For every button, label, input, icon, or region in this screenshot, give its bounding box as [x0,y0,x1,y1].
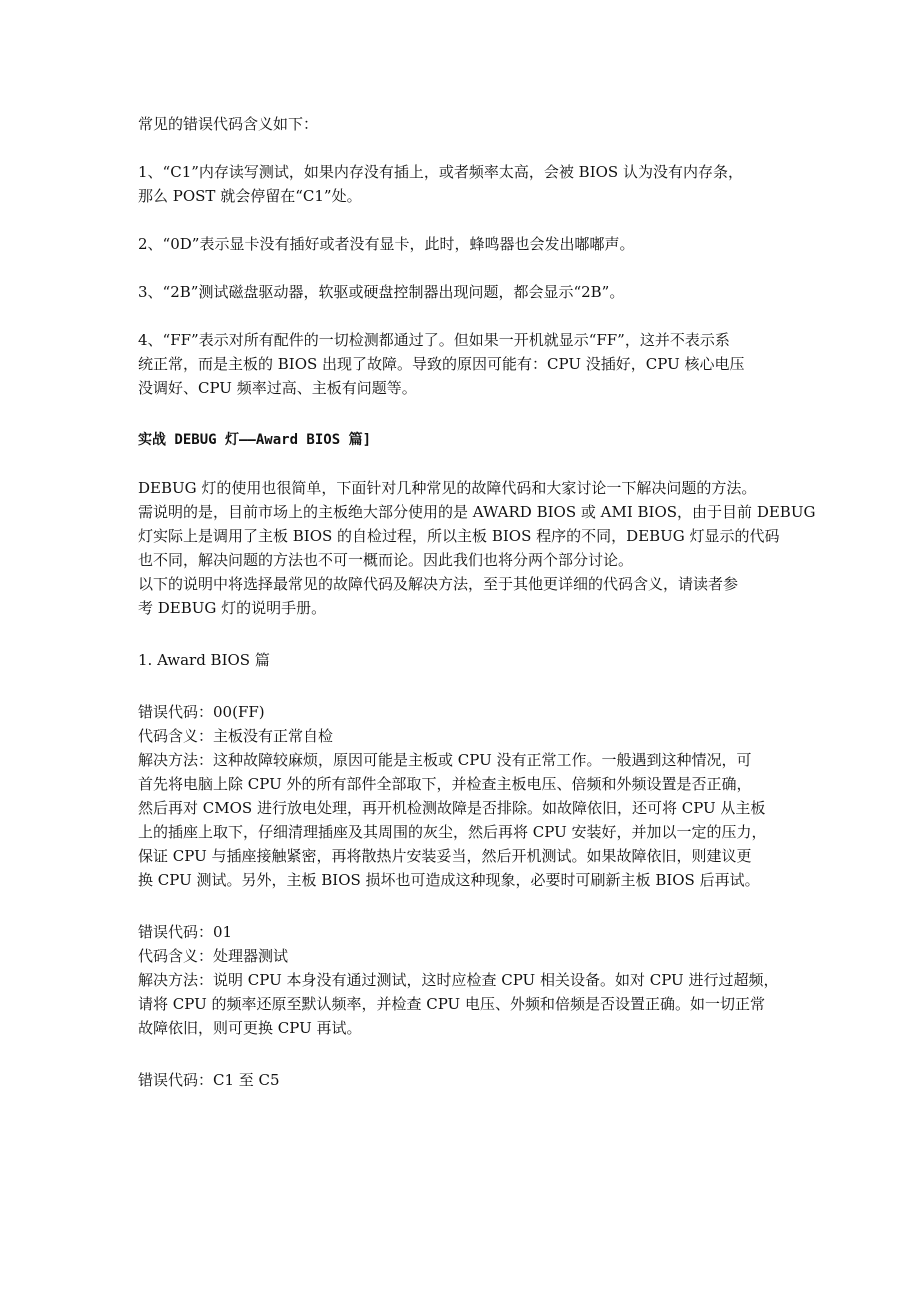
list-item [138,232,788,256]
item-line: 2、“0D”表示显卡没有插好或者没有显卡，此时，蜂鸣器也会发出嘟嘟声。 [138,235,635,253]
description-line: 也不同，解决问题的方法也不可一概而论。因此我们也将分两个部分讨论。 [138,551,634,569]
code-line: 请将 CPU 的频率还原至默认频率，并检查 CPU 电压、外频和倍频是否设置正确。如一切正常 [138,995,765,1013]
description-line: 灯实际上是调用了主板 BIOS 的自检过程，所以主板 BIOS 程序的不同，DEBUG 灯显示的代码 [138,527,780,545]
code-line: 解决方法：这种故障较麻烦，原因可能是主板或 CPU 没有正常工作。一般遇到这种情况，可 [138,751,752,769]
code-line: 上的插座上取下，仔细清理插座及其周围的灰尘，然后再将 CPU 安装好，并加以一定的压力， [138,823,767,841]
code-line: 代码含义：处理器测试 [138,947,289,965]
code-line: 解决方法：说明 CPU 本身没有通过测试，这时应检查 CPU 相关设备。如对 CPU 进行过超频， [138,971,779,989]
item-line: 那么 POST 就会停留在“C1”处。 [138,187,362,205]
subsection-title: 1. Award BIOS 篇 [138,651,270,669]
error-code-block [138,700,788,892]
code-line: 换 CPU 测试。另外，主板 BIOS 损坏也可造成这种现象，必要时可刷新主板 BIOS 后再试。 [138,871,760,889]
code-line: 错误代码：01 [138,923,233,941]
code-line: 然后再对 CMOS 进行放电处理，再开机检测故障是否排除。如故障依旧，还可将 CPU 从主板 [138,799,766,817]
code-line: 首先将电脑上除 CPU 外的所有部件全部取下，并检查主板电压、倍频和外频设置是否正确， [138,775,752,793]
code-line: 错误代码：00(FF) [138,703,265,721]
list-item [138,160,788,208]
code-line: 故障依旧，则可更换 CPU 再试。 [138,1019,362,1037]
code-line: 代码含义：主板没有正常自检 [138,727,334,745]
error-code-block [138,920,788,1040]
section-heading: 实战 DEBUG 灯——Award BIOS 篇] [138,432,372,448]
item-line: 没调好、CPU 频率过高、主板有问题等。 [138,379,417,397]
item-line: 3、“2B”测试磁盘驱动器，软驱或硬盘控制器出现问题，都会显示“2B”。 [138,283,625,301]
item-line: 1、“C1”内存读写测试，如果内存没有插上，或者频率太高，会被 BIOS 认为没有内存条， [138,163,743,181]
list-item [138,280,788,304]
description-paragraph [138,476,816,620]
description-line: 考 DEBUG 灯的说明手册。 [138,599,327,617]
item-line: 4、“FF”表示对所有配件的一切检测都通过了。但如果一开机就显示“FF”，这并不表示系 [138,331,730,349]
description-line: 需说明的是，目前市场上的主板绝大部分使用的是 AWARD BIOS 或 AMI BIOS，由于目前 DEBUG [138,503,816,521]
item-line: 统正常，而是主板的 BIOS 出现了故障。导致的原因可能有：CPU 没插好，CPU 核心电压 [138,355,745,373]
error-code-block [138,1068,788,1092]
code-line: 错误代码：C1 至 C5 [138,1071,280,1089]
description-line: DEBUG 灯的使用也很简单，下面针对几种常见的故障代码和大家讨论一下解决问题的方法。 [138,479,757,497]
code-line: 保证 CPU 与插座接触紧密，再将散热片安装妥当，然后开机测试。如果故障依旧，则建议更 [138,847,752,865]
intro-text: 常见的错误代码含义如下： [138,115,319,133]
description-line: 以下的说明中将选择最常见的故障代码及解决方法，至于其他更详细的代码含义，请读者参 [138,575,739,593]
list-item [138,328,788,400]
document-page [138,112,816,1092]
